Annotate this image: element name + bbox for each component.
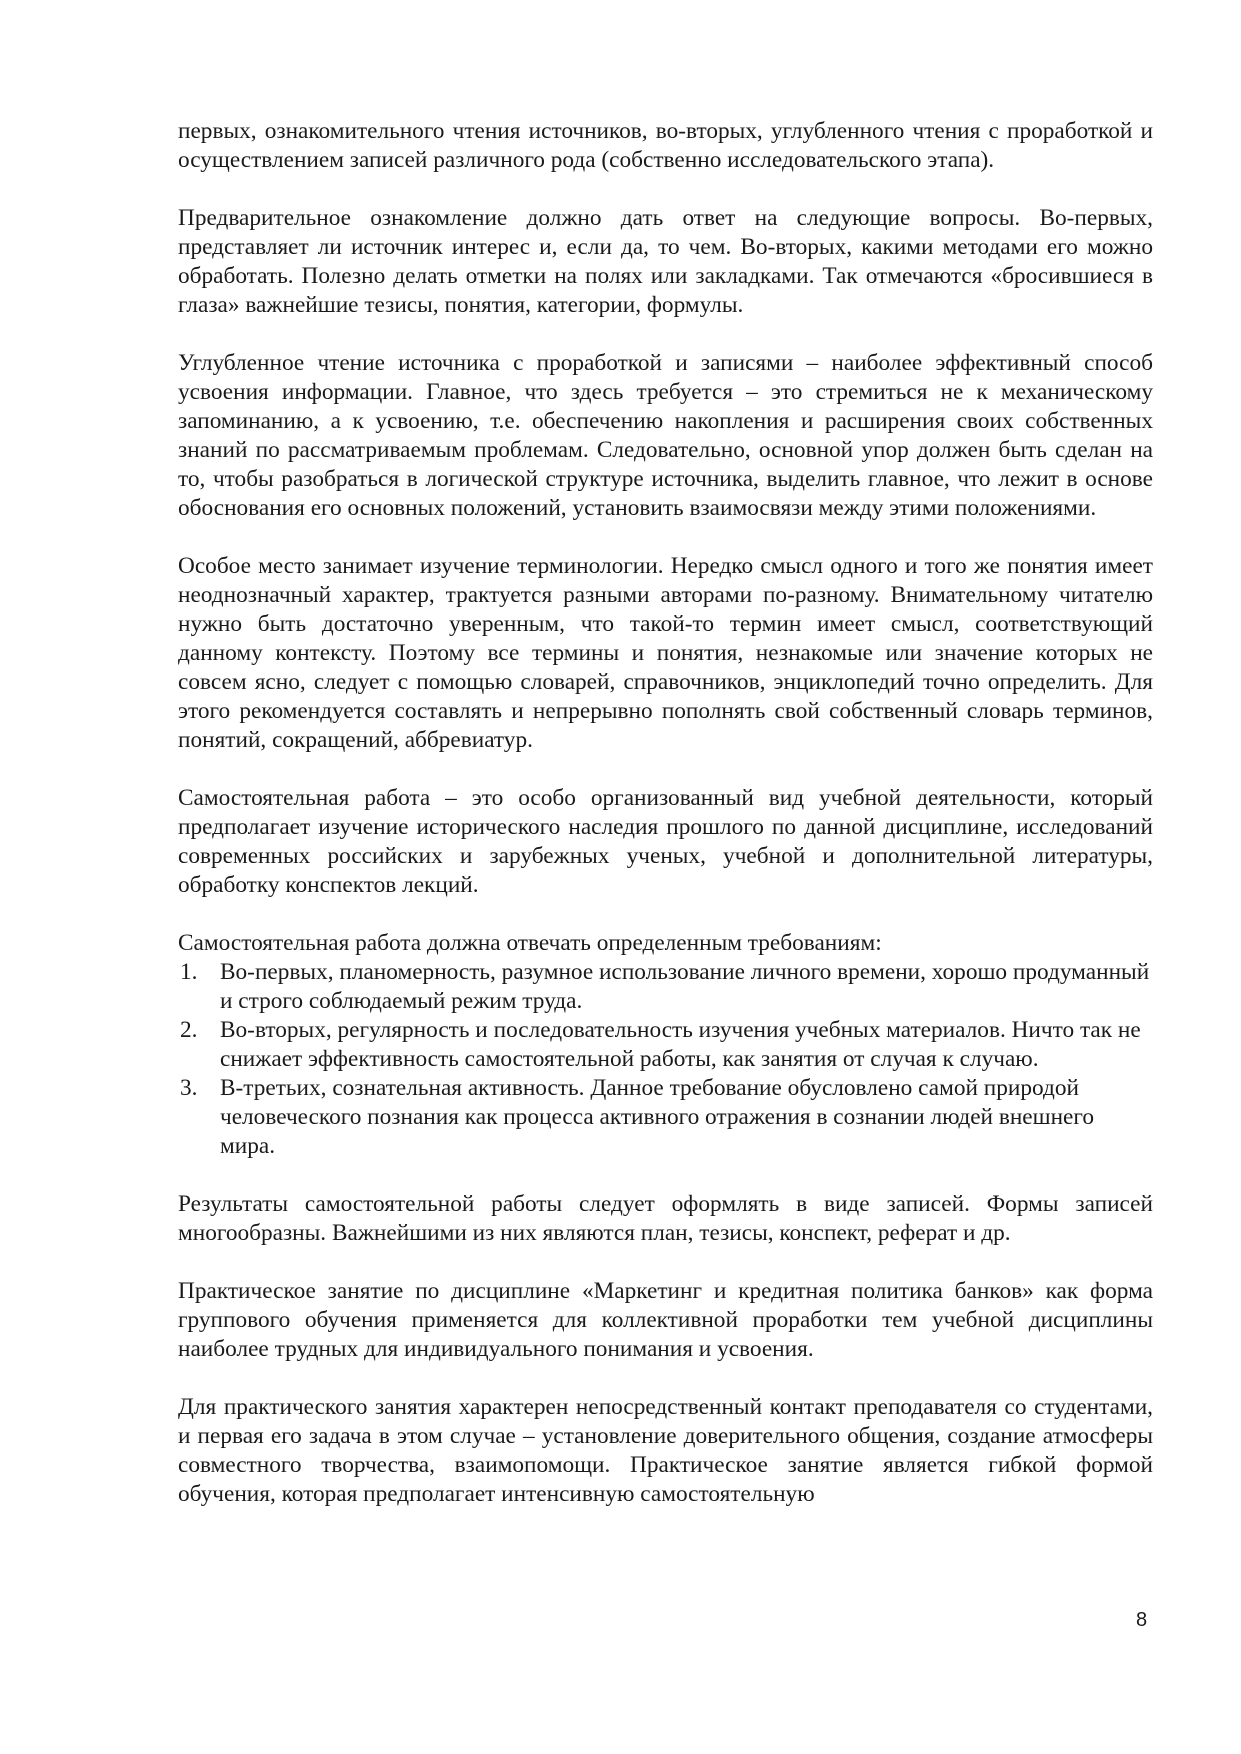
paragraph-in-depth-reading: Углубленное чтение источника с проработкой и записями – наиболее эффективный способ усвоения информации. Главное, что здесь требуется – это стремиться не к механическому запоминанию, а к усвоению, т.е. обеспечению накопления и расширения своих собственных знаний по рассматриваемым проблемам. Следовательно, основной упор должен быть сделан на то, чтобы разобраться в логической структуре источника, выделить главное, что лежит в основе обоснования его основных положений, установить взаимосвязи между этими положениями. bbox=[178, 350, 1153, 521]
list-item bbox=[178, 958, 1153, 1016]
list-item-text: Во-первых, планомерность, разумное использование личного времени, хорошо продуманный и строго соблюдаемый режим труда. bbox=[220, 959, 1150, 1014]
paragraph-reading-stages: первых, ознакомительного чтения источников, во-вторых, углубленного чтения с проработкой и осуществлением записей различного рода (собственно исследовательского этапа). bbox=[178, 118, 1153, 173]
document-page bbox=[178, 117, 1153, 1509]
list-item bbox=[178, 1074, 1153, 1161]
requirements-list bbox=[178, 958, 1153, 1161]
paragraph-requirements-intro: Самостоятельная работа должна отвечать определенным требованиям: bbox=[178, 930, 882, 956]
list-item bbox=[178, 1016, 1153, 1074]
paragraph-independent-work: Самостоятельная работа – это особо организованный вид учебной деятельности, который предполагает изучение исторического наследия прошлого по данной дисциплине, исследований современных российских и зарубежных ученых, учебной и дополнительной литературы, обработку конспектов лекций. bbox=[178, 785, 1153, 898]
page-number: 8 bbox=[1136, 1609, 1148, 1631]
list-item-text: Во-вторых, регулярность и последовательность изучения учебных материалов. Ничто так не снижает эффективность самостоятельной работы, как занятия от случая к случаю. bbox=[220, 1017, 1141, 1072]
list-item-text: В-третьих, сознательная активность. Данное требование обусловлено самой природой человеческого познания как процесса активного отражения в сознании людей внешнего мира. bbox=[220, 1075, 1095, 1159]
list-item-number: 3. bbox=[180, 1075, 198, 1101]
list-item-number: 1. bbox=[180, 959, 198, 985]
paragraph-results-records: Результаты самостоятельной работы следует оформлять в виде записей. Формы записей многообразны. Важнейшими из них являются план, тезисы, конспект, реферат и др. bbox=[178, 1191, 1153, 1246]
paragraph-practical-contact: Для практического занятия характерен непосредственный контакт преподавателя со студентами, и первая его задача в этом случае – установление доверительного общения, создание атмосферы совместного творчества, взаимопомощи. Практическое занятие является гибкой формой обучения, которая предполагает интенсивную самостоятельную bbox=[178, 1394, 1153, 1507]
paragraph-practical-lesson: Практическое занятие по дисциплине «Маркетинг и кредитная политика банков» как форма группового обучения применяется для коллективной проработки тем учебной дисциплины наиболее трудных для индивидуального понимания и усвоения. bbox=[178, 1278, 1153, 1362]
paragraph-terminology: Особое место занимает изучение терминологии. Нередко смысл одного и того же понятия имеет неоднозначный характер, трактуется разными авторами по-разному. Внимательному читателю нужно быть достаточно уверенным, что такой-то термин имеет смысл, соответствующий данному контексту. Поэтому все термины и понятия, незнакомые или значение которых не совсем ясно, следует с помощью словарей, справочников, энциклопедий точно определить. Для этого рекомендуется составлять и непрерывно пополнять свой собственный словарь терминов, понятий, сокращений, аббревиатур. bbox=[178, 553, 1153, 753]
paragraph-preliminary-review: Предварительное ознакомление должно дать ответ на следующие вопросы. Во-первых, представляет ли источник интерес и, если да, то чем. Во-вторых, какими методами его можно обработать. Полезно делать отметки на полях или закладками. Так отмечаются «бросившиеся в глаза» важнейшие тезисы, понятия, категории, формулы. bbox=[178, 205, 1153, 318]
list-item-number: 2. bbox=[180, 1017, 198, 1043]
